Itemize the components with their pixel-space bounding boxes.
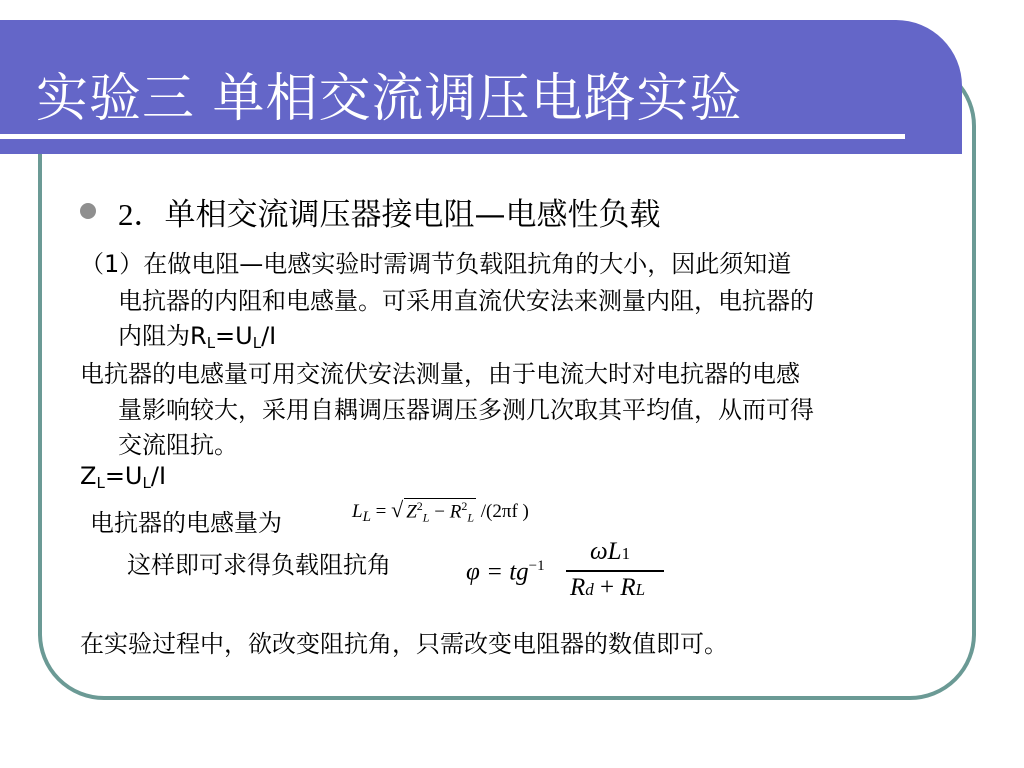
sqrt-radicand [404,498,476,525]
heading-text: ．单相交流调压器接电阻—电感性负载 [133,197,661,233]
angle-label: 这样即可求得负载阻抗角 [127,551,391,579]
zl-mid: =U [104,462,143,490]
omega-l-sub: 1 [621,544,631,563]
formula-l-sub: L [362,509,371,525]
angle-denominator [570,574,645,602]
ul-subscript: L [252,334,262,352]
formula-r: R [449,501,462,522]
formula-z-sub: L [422,510,430,524]
rl-sub: L [635,580,646,599]
paragraph-2-line-3: 交流阻抗。 [118,431,238,459]
formula-minus: − [429,501,450,522]
conclusion-text: 在实验过程中，欲改变阻抗角，只需改变电阻器的数值即可。 [80,630,728,658]
rl: R [620,574,636,601]
formula-r-sup: 2 [461,498,468,513]
paragraph-1-line-1: （1）在做电阻—电感实验时需调节负载阻抗角的大小，因此须知道 [80,250,792,278]
phi-tg: φ = tg [466,558,529,586]
slide-title: 实验三 单相交流调压电路实验 [36,69,743,129]
rd: R [570,574,586,601]
paragraph-1-line-2: 电抗器的内阻和电感量。可采用直流伏安法来测量内阻，电抗器的 [118,287,814,315]
bullet-icon [80,203,96,219]
angle-formula-lhs [466,558,545,586]
formula-r-sub: L [467,510,474,524]
heading-number: 2 [118,197,134,232]
rl-subscript: L [206,334,216,352]
inductance-label: 电抗器的电感量为 [90,509,282,537]
zl-equation [80,462,166,492]
formula-equals: = [370,501,392,522]
paragraph-2-line-1: 电抗器的电感量可用交流伏安法测量，由于电流大时对电抗器的电感 [80,360,800,388]
fraction-bar [566,570,664,572]
zl-ul-subscript: L [142,474,151,492]
omega-l: ωL [590,538,622,565]
rl-suffix: /I [261,322,277,350]
angle-formula [466,540,666,610]
formula-z: Z [406,501,417,522]
formula-tail: /(2πf ) [476,501,529,522]
zl-suffix: /I [150,462,167,490]
denominator-plus: + [593,574,621,601]
paragraph-1-line-3 [118,316,276,352]
formula-z-sup: 2 [416,498,423,513]
angle-numerator [590,538,630,566]
rd-sub: d [585,580,594,599]
tg-inverse-sup: −1 [528,558,545,574]
zl-prefix: Z [80,462,97,490]
ul-text: =U [215,322,253,350]
rl-prefix: 内阻为R [118,322,207,350]
inductance-formula: $L_L$ = √ $Z^2_L - R^2_L$ /(2πf ) [352,497,529,525]
paragraph-2-line-2: 量影响较大，采用自耦调压器调压多测几次取其平均值，从而可得 [118,396,814,424]
formula-l: L [352,501,363,522]
zl-subscript: L [96,474,105,492]
section-heading [118,189,661,234]
